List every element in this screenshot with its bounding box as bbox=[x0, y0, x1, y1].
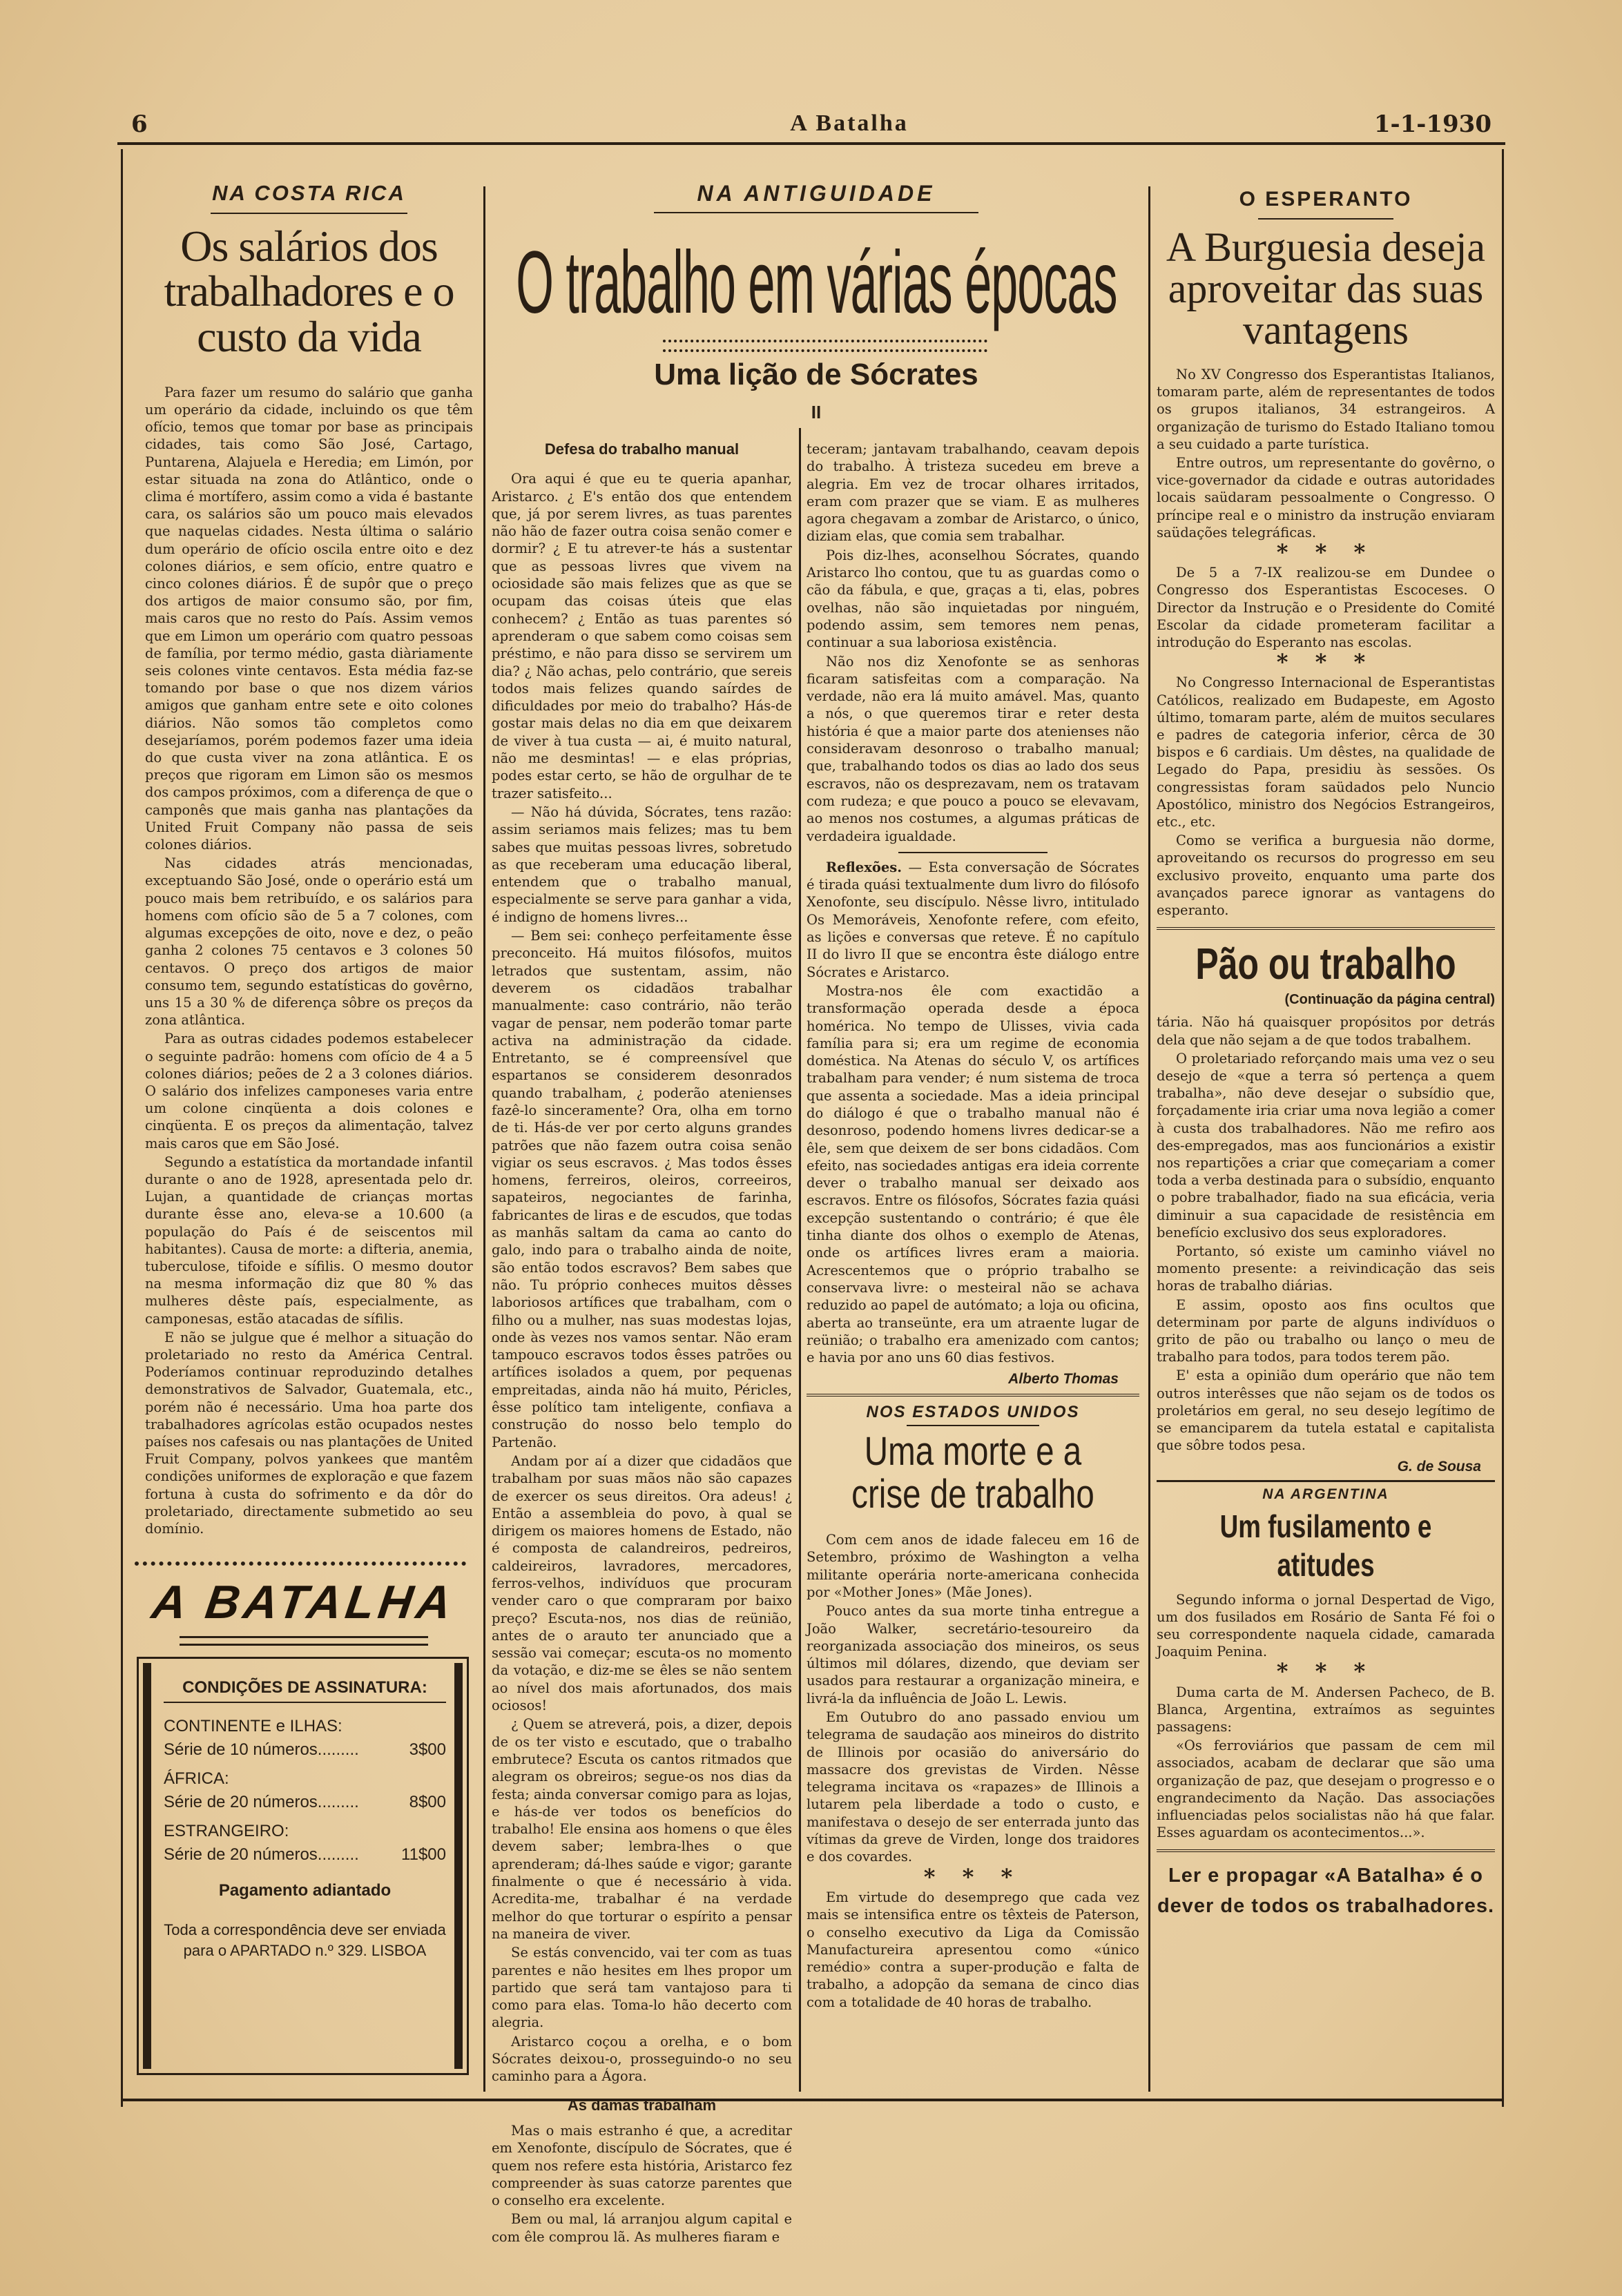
paragraph: Pouco antes da sua morte tinha entregue a João Walker, secretário-tesoureiro da reorganizada associação dos mineiros, os seus últimos mil dólares, dizendo, que deviam ser usados para restaurar a organização mineira, e livrá-la da influência de João L. Lewis. bbox=[807, 1603, 1139, 1706]
paragraph: Com cem anos de idade faleceu em 16 de Setembro, próximo de Washington a velha militante operária norte-americana conhecida por «Mother Jones» (Mãe Jones). bbox=[807, 1532, 1139, 1600]
paragraph: Segundo a estatística da mortandade infantil durante o ano de 1928, apresentada pelo dr. Lujan, a quantidade de crianças mortas durante êsse ano, eleva-se a 10.600 (a população do País é de seiscentos mil habitantes). Causa de morte: a difteria, anemia, tuberculose, tifoide e sífilis. O mesmo doutor na mesma informação diz que 80 % das mulheres dêste país, especialmente, as camponesas, estão atacadas de sífilis. bbox=[145, 1154, 473, 1327]
serie-label: Série de 10 números......... bbox=[164, 1740, 359, 1759]
subscription-title: CONDIÇÕES DE ASSINATURA: bbox=[164, 1678, 446, 1703]
column-divider bbox=[1148, 186, 1150, 2092]
region-label: ESTRANGEIRO: bbox=[164, 1822, 289, 1840]
paragraph: E não se julgue que é melhor a situação do proletariado no resto da América Central. Poderíamos continuar reproduzindo detalhes demonstrativos de Salvador, Guatemala, etc., porém não é necessário. Uma hoa parte dos trabalhadores agrícolas estão ocupados nestes países nos cafesais ou nas plantações de United Fruit Company, polvos yankees que mantêm condições uniformes de exploração e que fazem fortuna à custa do sofrimento e da dôr do proletariado, directamente submetido ao seu domínio. bbox=[145, 1329, 473, 1537]
paragraph: — Bem sei: conheço perfeitamente êsse preconceito. Há muitos filósofos, muitos letrados que sustentam, assim, não deverem os cidadãos trabalhar manualmente: caso contrário, não terão vagar de pensar, nem poderão tomar parte activa na administração da cidade. Entretanto, se é compreensível que espartanos se considerem desonrados quando trabalham, ¿ poderão atenienses fazê-lo sinceramente? Ora, olha em torno de ti. Hás-de ver por certo alguns grandes patrões que não fazem outra coisa senão vigiar os seus escravos. ¿ Mas todos êsses homens, ferreiros, oleiros, correeiros, sapateiros, negociantes de farinha, fabricantes de liras e de escudos, que todas as manhãs saltam da cama ao canto do galo, indo para o trabalho ainda de noite, são então todos escravos? Bem sabes que não. Tu próprio conheces muitos dêsses laboriosos artífices que trabalham, com o filho ou a mulher, nas suas modestas lojas, onde às vezes nos vamos sentar. Não eram tampouco escravos todos êsses patrões ou artífices isolados a quem, por pequenas empreitadas, ainda não há muito, Péricles, êsse político tam inteligente, confiava a construção do nosso belo templo do Partenão. bbox=[492, 928, 792, 1450]
article-antiguidade bbox=[492, 181, 1141, 217]
serie-label: Série de 20 números......... bbox=[164, 1845, 359, 1864]
separator-stars: * * * bbox=[1276, 539, 1375, 566]
section-title: Defesa do trabalho manual bbox=[544, 440, 740, 458]
paragraph: Bem ou mal, lá arranjou algum capital e com êle comprou lã. As mulheres fiaram e bbox=[492, 2211, 792, 2245]
paragraph: Não nos diz Xenofonte se as senhoras ficaram satisfeitas com a comparação. Na verdade, não era lá muito amável. Mas, quanto a nós, o que queremos tirar e reter desta história é que a maior parte dos atenienses não consideravam desonroso o trabalho manual; que, trabalhando todos os dias ao lado dos seus escravos, não os desprezavam, nem os tratavam com rudeza; e que pouco a pouco se elevavam, ao menos nos costumes, a algumas práticas de verdadeira igualdade. bbox=[807, 653, 1139, 844]
column-divider bbox=[483, 186, 485, 2092]
paragraph: Aristarco coçou a orelha, e o bom Sócrates deixou-o, prosseguindo-o no seu caminho para a Ágora. bbox=[492, 2033, 792, 2085]
paragraph: No XV Congresso dos Esperantistas Italianos, tomaram parte, além de representantes de todos os grupos italianos, 34 estrangeiros. A organização de turismo do Estado Italiano tomou a seu cuidado a parte turística. bbox=[1157, 367, 1495, 452]
separator-stars: * * * bbox=[923, 1863, 1023, 1890]
section-kicker: NOS ESTADOS UNIDOS bbox=[866, 1402, 1080, 1421]
separator-stars: * * * bbox=[1276, 1658, 1375, 1685]
paragraph: tária. Não há quaisquer propósitos por detrás dela que não sejam a de que todos trabalhem. bbox=[1157, 1014, 1495, 1048]
section-kicker: NA COSTA RICA bbox=[212, 181, 406, 205]
header-rule bbox=[117, 142, 1505, 145]
reflexoes-label: Reflexões. bbox=[826, 859, 902, 875]
article-body bbox=[145, 384, 473, 1537]
paragraph: No Congresso Internacional de Esperantistas Católicos, realizado em Budapeste, em Agosto último, tomaram parte, além de muitos seculares e padres de categoria inferior, cêrca de 30 bispos e 6 cardiais. Um dêstes, na qualidade de Legado do Papa, presidiu às sessões. Os congressistas foram saüdados pelo Nuncio Apostólico, ministro dos Negócios Estrangeiros, etc., etc. bbox=[1157, 674, 1495, 830]
a-batalha-logo: A BATALHA bbox=[148, 1576, 459, 1628]
headline-ornament bbox=[663, 340, 987, 352]
article-body bbox=[1157, 366, 1495, 919]
page-number: 6 bbox=[131, 110, 148, 138]
paragraph: — Esta conversação de Sócrates é tirada quási textualmente dum livro do filósofo Xenofonte, seu discípulo. Nêsse livro, intitulado Os Memoráveis, Xenofonte refere, com efeito, as lições e conversas que reteve. É no capítulo II do livro II que se encontra êste diálogo entre Sócrates e Aristarco. bbox=[807, 859, 1140, 980]
paragraph: Se estás convencido, vai ter com as tuas parentes e não hesites em lhes propor um partido que será tam vantajoso para ti como para elas. Toma-lo hão decerto com alegria. bbox=[492, 1945, 792, 2031]
article-subhead: Uma lição de Sócrates bbox=[654, 358, 978, 391]
price: 11$00 bbox=[401, 1845, 446, 1864]
paragraph: Mostra-nos êle com exactidão a transformação operada desde a época homérica. No tempo de Ulisses, vivia cada família para si; era um regime de economia doméstica. Na Atenas do século V, os artífices trabalham para vender; é num sistema de troca que assenta a sociedade. Mas a ideia principal do diálogo é que o trabalho manual não é desonroso, podendo homens livres dedicar-se a êle, sem que deixem de ser bons cidadãos. Com efeito, nas sociedades antigas era ideia corrente dever o trabalho manual ser deixado aos escravos. Entre os filósofos, Sócrates fazia quási excepção sustentando o contrário; é que êle tinha diante dos olhos o exemplo de Atenas, onde os artífices livres eram a maioria. Acrescentemos que o próprio trabalho se conservava livre: o mesteiral não se achava reduzido ao papel de autómato; a loja ou oficina, aberta ao transeünte, era um atraente lugar de reünião; o trabalho era amenizado com cantos; e havia por ano uns 60 dias festivos. bbox=[807, 982, 1139, 1366]
paragraph: Para as outras cidades podemos estabelecer o seguinte padrão: homens com ofício de 4 a 5 colones diários; peões de 2 a 3 colones diários. O salário dos infelizes camponeses varia entre um colone cinqüenta a dois colones e cinqüenta. E os preços da alimentação, talvez mais caros que em São José. bbox=[145, 1031, 473, 1151]
part-number: II bbox=[811, 402, 822, 422]
paragraph: E assim, oposto aos fins ocultos que determinam por parte de alguns indivíduos o grito de pão ou trabalho ou lanço o meu de trabalho para todos, para todos terem pão. bbox=[1157, 1296, 1495, 1365]
section-rule bbox=[1157, 1849, 1495, 1852]
kicker-rule bbox=[654, 212, 978, 213]
center-column-1 bbox=[492, 440, 792, 2247]
section-kicker: NA ANTIGUIDADE bbox=[697, 181, 936, 206]
center-column-2 bbox=[807, 440, 1139, 2012]
paragraph: teceram; jantavam trabalhando, ceavam depois do trabalho. À tristeza sucedeu em breve a alegria. Em vez de trocar olhares irritados, eram com prazer que se viam. E as mulheres agora chegavam a zombar de Aristarco, o único, diziam elas, que comia sem trabalhar. bbox=[807, 441, 1139, 545]
article-headline: Os salários dos trabalhadores e o custo da vida bbox=[164, 222, 454, 361]
paragraph: Segundo informa o jornal Despertad de Vigo, um dos fusilados em Rosário de Santa Fé foi o seu correspondente naquela cidade, camarada Joaquim Penina. bbox=[1157, 1591, 1495, 1660]
paragraph: Em Outubro do ano passado enviou um telegrama de saudação aos mineiros do distrito de Illinois por ocasião do aniversário do massacre dos grevistas de Virden. Nêsse telegrama incitava os «rapazes» de Illinois a lutarem pela liberdade a todo o custo, e manifestava o desejo de ser enterrada junto das vítimas da greve de Virden, longe dos traidores e dos covardes. bbox=[807, 1709, 1139, 1865]
paragraph: Em virtude do desemprego que cada vez mais se intensifica entre os têxteis de Paterson, o conselho executivo da Liga da Comissão Manufactureira apresentou como «único remédio» contra a super-produção e falta de trabalho, a adopção da semana de cinco dias com a totalidade de 40 horas de trabalho. bbox=[807, 1889, 1139, 2010]
region-label: CONTINENTE e ILHAS: bbox=[164, 1717, 342, 1735]
logo-rule bbox=[180, 1636, 428, 1646]
section-kicker: NA ARGENTINA bbox=[1262, 1486, 1389, 1502]
subscription-box bbox=[137, 1657, 469, 2075]
section-kicker: O ESPERANTO bbox=[1239, 188, 1413, 211]
paragraph: E' esta a opinião dum operário que não tem outros interêsses que não sejam os de todos os proletários em geral, no seu desejo legítimo de se emanciparem da tutela estatal e capitalista que sôbre todos pesa. bbox=[1157, 1368, 1495, 1454]
slogan: Ler e propagar «A Batalha» é o dever de todos os trabalhadores. bbox=[1157, 1865, 1495, 1918]
paragraph: ¿ Quem se atreverá, pois, a dizer, depois de os ter visto e escutado, que o trabalho embrutece? Escuta os cantos ritmados que alegram os obreiros; segue-os nos dias da festa; ainda conversar comigo para as lojas, e hás-de ver todos os benefícios do trabalho! Ele ensina aos homens o que êles devem saber; lembra-lhes o que aprenderam; dá-lhes saúde e vigor; garante finalmente o que é necessário à vida. Acredita-me, trabalhar é na verdade melhor do que torturar o espírito a pensar na maneira de viver. bbox=[492, 1716, 792, 1942]
paragraph: — Não há dúvida, Sócrates, tens razão: assim seriamos mais felizes; mas tu bem sabes que muitas pessoas livres, sobretudo as que receberam uma educação liberal, entendem que o trabalho manual, especialmente se serve para ganhar a vida, é indigno de homens livres... bbox=[492, 804, 792, 925]
masthead-title: A Batalha bbox=[790, 110, 909, 136]
arg-headline: Um fusilamento e atitudes bbox=[1219, 1508, 1432, 1583]
section-title: As damas trabalham bbox=[567, 2096, 717, 2114]
price: 8$00 bbox=[409, 1793, 446, 1811]
section-rule bbox=[898, 852, 1048, 853]
paragraph: «Os ferroviários que passam de cem mil associados, acabam de declarar que são uma organização de paz, que desejam o progresso e o engrandecimento da Nação. Das associações influenciadas pelos socialistas não há que falar. Esses aguardam os acontecimentos...». bbox=[1157, 1738, 1495, 1841]
paragraph: Nas cidades atrás mencionadas, exceptuando São José, onde o operário está um pouco mais bem retribuído, e os salários para homens com ofício são de 5 a 7 colones, com algumas excepções de oito, nove e dez, o peão ganha 2 colones 75 centavos e 3 colones 50 centavos. O preço dos artigos de maior consumo tem, segundo estatísticas do govêrno, uns 15 a 30 % de diferença sôbre os preços da zona atlântica. bbox=[145, 855, 473, 1029]
kicker-rule bbox=[907, 1425, 1040, 1426]
region-label: ÁFRICA: bbox=[164, 1769, 229, 1788]
paragraph: Ora aqui é que eu te queria apanhar, Aristarco. ¿ E's então dos que entendem que, já por serem livres, as tuas parentes não hão de fazer outra coisa senão comer e dormir? ¿ E tu atrever-te hás a sustentar que as pessoas livres que vivem na ociosidade são mais felizes que as que se ocupam das coisas úteis que elas conhecem? ¿ Então as tuas parentes só aprenderam o que sabem como coisas sem préstimo, e não para disso se servirem um dia? ¿ Não achas, pelo contrário, que sereis todos mais felizes quando saírdes de dificuldades por meio do trabalho? Hás-de gostar mais delas no dia em que deixarem de viver à tua custa — ai, é muito natural, não me desmintas! — e elas próprias, podes estar certo, se hão de orgulhar de te trazer satisfeito... bbox=[492, 471, 792, 801]
paragraph: Mas o mais estranho é que, a acreditar em Xenofonte, discípulo de Sócrates, que é quem nos refere esta história, Aristarco fez compreender às suas catorze parentes que o conselho era excelente. bbox=[492, 2122, 792, 2209]
separator-stars: * * * bbox=[1276, 649, 1375, 676]
kicker-rule bbox=[1258, 218, 1393, 220]
paragraph: Portanto, só existe um caminho viável no momento presente: a reivindicação das seis horas de trabalho diárias. bbox=[1157, 1243, 1495, 1294]
paragraph: Para fazer um resumo do salário que ganha um operário da cidade, incluindo os que têm ofício, temos que tomar por base as principais cidades, tais como São José, Cartago, Puntarena, Alajuela e Heredia; em Limón, por estar situada na zona do Atlântico, onde o clima é mortífero, assim como a vida é bastante cara, os salários são um pouco mais elevados que naquelas cidades. Nesta última o salário dum operário de ofício oscila entre oito e dez colones diários, e sem ofício, entre quatro e cinco colones diários. É de supôr que o preço dos artigos de maior consumo são, por fim, mais caros que no resto do País. Assim vemos que em Limon um operário com quatro pessoas de família, por termo médio, gasta diàriamente seis colones vinte centavos. Esta média faz-se tomando por base o que nos dizem vários amigos que ganham entre sete e oito colones diários. Não somos tão completos como desejaríamos, porém podemos fazer uma ideia do que custa viver na zona atlântica. E os preços que rigoram em Limon são os mesmos dos campos próximos, com a diferença de que o camponês que mais ganha nas plantações da United Fruit Company não passa de seis colones diários. bbox=[145, 384, 473, 853]
price: 3$00 bbox=[409, 1740, 446, 1759]
dotted-separator bbox=[135, 1562, 466, 1566]
issue-date: 1-1-1930 bbox=[1373, 110, 1491, 138]
section-rule bbox=[1157, 1480, 1495, 1482]
continuation-note: (Continuação da página central) bbox=[1284, 992, 1495, 1008]
arg-body bbox=[1157, 1591, 1495, 1842]
pao-body bbox=[1157, 1013, 1495, 1475]
paragraph: O proletariado reforçando mais uma vez o seu desejo de «que a terra só pertença a quem trabalha», não deve desejar o subsídio que, forçadamente iria criar uma nova legião a comer à custa dos trabalhadores. Não me refiro aos des-empregados, mas aos funcionários a existir nos repartições a criar que começariam a comer toda a verba destinada para o subsídio, enquanto o pobre trabalhador, fiado na sua eficácia, veria diminuir a sua capacidade de resistência em benefício exclusivo dos seus exploradores. bbox=[1157, 1050, 1495, 1241]
main-headline: O trabalho em várias épocas bbox=[516, 233, 1117, 332]
author-signature: G. de Sousa bbox=[1397, 1459, 1481, 1475]
paragraph: Duma carta de M. Andersen Pacheco, de B. Blanca, Argentina, extraímos as seguintes passagens: bbox=[1157, 1684, 1495, 1735]
article-headline: A Burguesia deseja aproveitar das suas vantagens bbox=[1166, 224, 1486, 353]
paragraph: Entre outros, um representante do govêrno, o vice-governador da cidade e outras autoridades locais saüdaram pessoalmente o Congresso. O príncipe real e o ministro da instrução enviaram saüdações telegráficas. bbox=[1157, 455, 1495, 541]
us-headline: Uma morte e a crise de trabalho bbox=[851, 1429, 1094, 1517]
frame-right bbox=[1502, 149, 1504, 2107]
author-signature: Alberto Thomas bbox=[1008, 1371, 1119, 1388]
payment-note: Pagamento adiantado bbox=[218, 1881, 392, 1900]
frame-bottom bbox=[121, 2099, 1504, 2101]
box-side-bar bbox=[143, 1663, 151, 2069]
paragraph: Como se verifica a burguesia não dorme, aproveitando os recursos do progresso em seu exclusivo proveito, enquanto uma parte dos avançados parece ignorar as vantagens do esperanto. bbox=[1157, 833, 1495, 919]
correspondence-note: Toda a correspondência deve ser enviada para o APARTADO n.º 329. LISBOA bbox=[164, 1921, 446, 1959]
kicker-rule bbox=[211, 213, 407, 214]
section-rule bbox=[1157, 927, 1495, 930]
box-side-bar bbox=[454, 1663, 463, 2069]
frame-left bbox=[121, 149, 123, 2107]
paragraph: Pois diz-lhes, aconselhou Sócrates, quando Aristarco lho contou, que tu as guardas como o cão da fábula, e que, graças a ti, elas, pobres ovelhas, não são inquietadas por ninguém, podendo assim, sem temores nem penas, continuar a sua laboriosa existência. bbox=[807, 547, 1139, 651]
serie-label: Série de 20 números......... bbox=[164, 1793, 359, 1811]
article-costa-rica bbox=[145, 181, 473, 1539]
pao-headline: Pão ou trabalho bbox=[1195, 939, 1456, 989]
paragraph: De 5 a 7-IX realizou-se em Dundee o Congresso dos Esperantistas Escoceses. O Director da Instrução e o Presidente do Comité Escolar da cidade prometeram facilitar a introdução do Esperanto nas escolas. bbox=[1157, 565, 1495, 651]
section-rule bbox=[807, 1394, 1139, 1397]
article-esperanto bbox=[1157, 188, 1495, 1921]
paragraph: Andam por aí a dizer que cidadãos que trabalham por suas mãos não são capazes de exercer os seus direitos. Ora adeus! ¿ Então a assembleia do povo, à qual se dirigem os maiores homens de Estado, não é composta de calandreiros, pedreiros, caldeireiros, lavradores, mercadores, ferros-velhos, indivíduos que procuram vender caro o que compraram por baixo preço? Escuta-nos, nos dias de reünião, antes de o arauto ter anunciado que a sessão vai começar; escuta-os no momento da votação, e diz-me se êles se não sentem ao nível dos mais afortunados, dos mais ociosos! bbox=[492, 1452, 792, 1714]
column-divider bbox=[799, 428, 801, 2092]
